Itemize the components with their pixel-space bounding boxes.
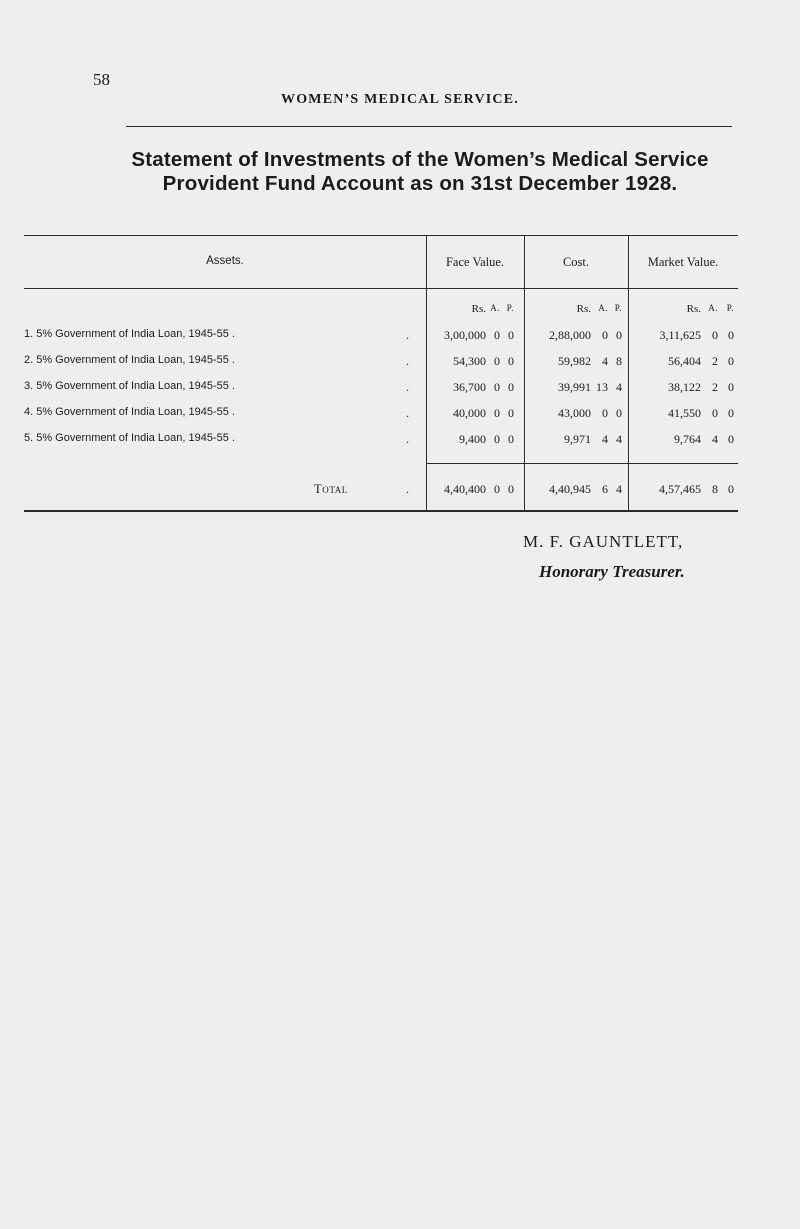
- total-cost-a: 6: [602, 482, 608, 496]
- market-p: 0: [728, 354, 734, 368]
- market-rs: 56,404: [668, 354, 701, 368]
- total-face-p: 0: [508, 482, 514, 496]
- table-top-rule: [24, 235, 738, 236]
- table-row: [24, 406, 738, 424]
- header-face-value: Face Value.: [445, 255, 505, 269]
- face-a: 0: [494, 328, 500, 342]
- face-a: 0: [494, 406, 500, 420]
- unit-a: A.: [490, 303, 500, 313]
- cost-p: 0: [616, 406, 622, 420]
- total-face-rs: 4,40,400: [444, 482, 486, 496]
- row-label: 1. 5% Government of India Loan, 1945-55 .: [24, 328, 235, 340]
- header-cost: Cost.: [562, 255, 590, 269]
- total-label: Total: [314, 482, 348, 496]
- unit-p: P.: [506, 303, 514, 313]
- column-separator: [524, 235, 525, 511]
- total-market-rs: 4,57,465: [659, 482, 701, 496]
- unit-p: P.: [614, 303, 622, 313]
- face-a: 0: [494, 354, 500, 368]
- face-p: 0: [508, 406, 514, 420]
- total-face-a: 0: [494, 482, 500, 496]
- face-rs: 9,400: [459, 432, 486, 446]
- face-p: 0: [508, 328, 514, 342]
- cost-a: 4: [602, 432, 608, 446]
- cost-rs: 39,991: [558, 380, 591, 394]
- face-a: 0: [494, 432, 500, 446]
- cost-a: 13: [596, 380, 608, 394]
- face-rs: 3,00,000: [444, 328, 486, 342]
- cost-rs: 2,88,000: [549, 328, 591, 342]
- market-a: 2: [712, 354, 718, 368]
- cost-rs: 59,982: [558, 354, 591, 368]
- column-separator: [426, 235, 427, 511]
- face-rs: 40,000: [453, 406, 486, 420]
- cost-a: 4: [602, 354, 608, 368]
- market-a: 0: [712, 406, 718, 420]
- market-p: 0: [728, 328, 734, 342]
- running-head: WOMEN’S MEDICAL SERVICE.: [281, 92, 519, 107]
- market-rs: 41,550: [668, 406, 701, 420]
- unit-rs: Rs.: [471, 303, 486, 315]
- face-p: 0: [508, 432, 514, 446]
- table-bottom-rule: [24, 510, 738, 512]
- table-row: [24, 432, 738, 450]
- header-assets: Assets.: [206, 255, 244, 267]
- total-cost-p: 4: [616, 482, 622, 496]
- cost-a: 0: [602, 406, 608, 420]
- unit-rs: Rs.: [686, 303, 701, 315]
- table-row: [24, 380, 738, 398]
- units-row: [24, 303, 738, 321]
- face-p: 0: [508, 380, 514, 394]
- face-rs: 36,700: [453, 380, 486, 394]
- market-a: 4: [712, 432, 718, 446]
- market-p: 0: [728, 380, 734, 394]
- cost-p: 4: [616, 432, 622, 446]
- row-label: 2. 5% Government of India Loan, 1945-55 .: [24, 354, 235, 366]
- face-a: 0: [494, 380, 500, 394]
- page-number: 58: [93, 70, 110, 89]
- column-separator: [628, 235, 629, 511]
- face-rs: 54,300: [453, 354, 486, 368]
- row-label: 3. 5% Government of India Loan, 1945-55 .: [24, 380, 235, 392]
- leader-dot: .: [406, 380, 409, 394]
- total-cost-rs: 4,40,945: [549, 482, 591, 496]
- face-p: 0: [508, 354, 514, 368]
- signature-name: M. F. GAUNTLETT,: [523, 532, 684, 551]
- total-row: [24, 482, 738, 500]
- market-rs: 9,764: [674, 432, 701, 446]
- leader-dot: .: [406, 482, 409, 496]
- cost-rs: 9,971: [564, 432, 591, 446]
- market-rs: 38,122: [668, 380, 701, 394]
- title-line-1: Statement of Investments of the Women’s Medical Service: [131, 148, 709, 171]
- leader-dot: .: [406, 354, 409, 368]
- total-rule: [426, 463, 738, 464]
- market-a: 2: [712, 380, 718, 394]
- market-a: 0: [712, 328, 718, 342]
- cost-a: 0: [602, 328, 608, 342]
- table-row: [24, 354, 738, 372]
- total-market-p: 0: [728, 482, 734, 496]
- unit-rs: Rs.: [576, 303, 591, 315]
- unit-p: P.: [726, 303, 734, 313]
- title-line-2: Provident Fund Account as on 31st December 1928.: [162, 172, 678, 195]
- market-rs: 3,11,625: [659, 328, 701, 342]
- unit-a: A.: [708, 303, 718, 313]
- leader-dot: .: [406, 432, 409, 446]
- row-label: 4. 5% Government of India Loan, 1945-55 .: [24, 406, 235, 418]
- market-p: 0: [728, 406, 734, 420]
- market-p: 0: [728, 432, 734, 446]
- total-market-a: 8: [712, 482, 718, 496]
- leader-dot: .: [406, 406, 409, 420]
- table-row: [24, 328, 738, 346]
- investments-table: [24, 235, 738, 513]
- cost-p: 4: [616, 380, 622, 394]
- cost-p: 8: [616, 354, 622, 368]
- row-label: 5. 5% Government of India Loan, 1945-55 .: [24, 432, 235, 444]
- table-header-rule: [24, 288, 738, 289]
- unit-a: A.: [598, 303, 608, 313]
- cost-p: 0: [616, 328, 622, 342]
- header-rule: [126, 126, 732, 127]
- leader-dot: .: [406, 328, 409, 342]
- cost-rs: 43,000: [558, 406, 591, 420]
- signature-title: Honorary Treasurer.: [539, 562, 685, 581]
- page-title: [100, 148, 740, 196]
- header-market-value: Market Value.: [647, 255, 719, 269]
